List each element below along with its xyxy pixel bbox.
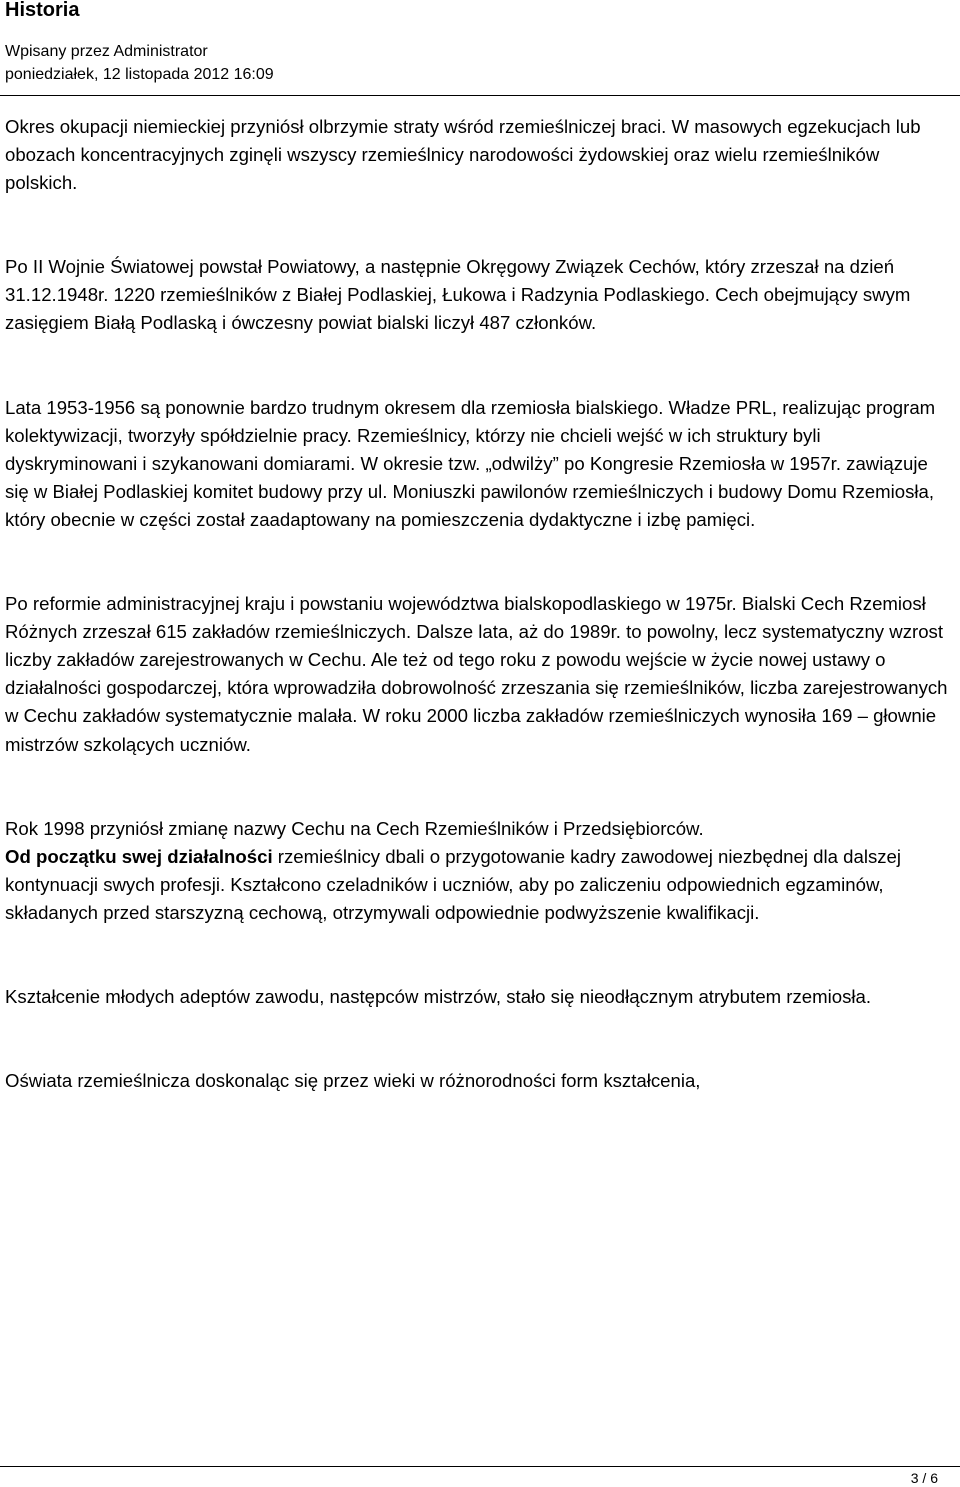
author-line: Wpisany przez Administrator bbox=[5, 43, 208, 60]
article-body bbox=[5, 113, 955, 1095]
paragraph-1998-body bbox=[5, 843, 955, 927]
paragraph-reform-1975: Po reformie administracyjnej kraju i powstaniu województwa bialskopodlaskiego w 1975r. Bialski Cech Rzemiosł Różnych zrzeszał 615 zakładów rzemieślniczych. Dalsze lata, aż do 1989r. to powolny, lecz systematyczny wzrost liczby zakładów zarejestrowanych w Cechu. Ale też od tego roku z powodu wejście w życie nowej ustawy o działalności gospodarczej, która wprowadziła dobrowolność zrzeszania się rzemieślników, liczba zarejestrowanych w Cechu zakładów systematycznie malała. W roku 2000 liczba zakładów rzemieślniczych wynosiła 169 – głownie mistrzów szkolących uczniów. bbox=[5, 593, 948, 755]
paragraph-post-war: Po II Wojnie Światowej powstał Powiatowy, a następnie Okręgowy Związek Cechów, który zrzeszał na dzień 31.12.1948r. 1220 rzemieślników z Białej Podlaskiej, Łukowa i Radzynia Podlaskiego. Cech obejmujący swym zasięgiem Białą Podlaską i ówczesny powiat bialski liczył 487 członków. bbox=[5, 256, 911, 334]
page-title: Historia bbox=[5, 0, 80, 21]
page-number: 3 / 6 bbox=[910, 1470, 938, 1486]
paragraph-1998-intro: Rok 1998 przyniósł zmianę nazwy Cechu na Cech Rzemieślników i Przedsiębiorców. bbox=[5, 817, 704, 839]
paragraph-1998-rest: rzemieślnicy dbali o przygotowanie kadry zawodowej niezbędnej dla dalszej kontynuacji swych profesji. Kształcono czeladników i uczniów, aby po zaliczeniu odpowiednich egzaminów, składanych przed starszyzną cechową, otrzymywali odpowiednie podwyższenie kwalifikacji. bbox=[5, 845, 902, 923]
header-divider bbox=[0, 95, 960, 96]
paragraph-education: Kształcenie młodych adeptów zawodu, następców mistrzów, stało się nieodłącznym atrybutem rzemiosła. bbox=[5, 985, 872, 1007]
document-header bbox=[5, 0, 955, 86]
footer-divider bbox=[0, 1466, 960, 1467]
paragraph-1953-1956: Lata 1953-1956 są ponownie bardzo trudnym okresem dla rzemiosła bialskiego. Władze PRL, realizując program kolektywizacji, tworzyły spółdzielnie pracy. Rzemieślnicy, którzy nie chcieli wejść w ich struktury byli dyskryminowani i szykanowani domiarami. W okresie tzw. „odwilży” po Kongresie Rzemiosła w 1957r. zawiązuje się w Białej Podlaskiej komitet budowy przy ul. Moniuszki pawilonów rzemieślniczych i budowy Domu Rzemiosła, który obecnie w części został zaadaptowany na pomieszczenia dydaktyczne i izbę pamięci. bbox=[5, 396, 936, 530]
paragraph-occupation: Okres okupacji niemieckiej przyniósł olbrzymie straty wśród rzemieślniczej braci. W masowych egzekucjach lub obozach koncentracyjnych zginęli wszyscy rzemieślnicy narodowości żydowskiej oraz wielu rzemieślników polskich. bbox=[5, 116, 921, 194]
paragraph-craft-education: Oświata rzemieślnicza doskonaląc się przez wieki w różnorodności form kształcenia, bbox=[5, 1070, 701, 1092]
paragraph-1998 bbox=[5, 815, 955, 927]
bold-lead-text: Od początku swej działalności bbox=[5, 845, 273, 867]
date-line: poniedziałek, 12 listopada 2012 16:09 bbox=[5, 66, 274, 83]
